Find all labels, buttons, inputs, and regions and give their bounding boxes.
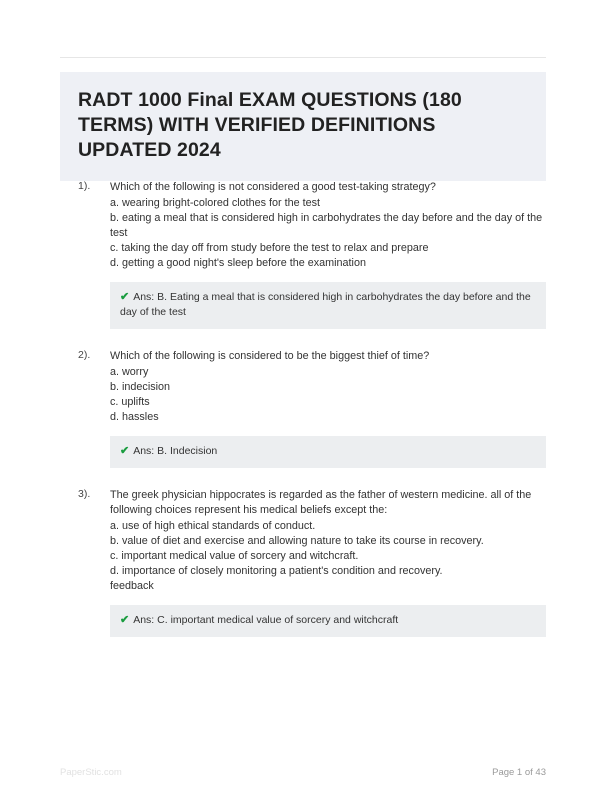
answer-choice: d. importance of closely monitoring a patient's condition and recovery.	[110, 565, 443, 577]
header-divider	[60, 57, 546, 58]
question-text: Which of the following is considered to be the biggest thief of time?	[110, 350, 430, 362]
answer-text: Ans: C. important medical value of sorcery and witchcraft	[133, 614, 399, 626]
answer-choice: b. eating a meal that is considered high in carbohydrates the day before and the day of the test	[110, 212, 543, 239]
answer-choice: d. getting a good night's sleep before the examination	[110, 257, 366, 269]
page-number: Page 1 of 43	[492, 767, 546, 778]
answer-choice: b. indecision	[110, 381, 171, 393]
answer-text: Ans: B. Indecision	[133, 445, 218, 457]
answer-band	[110, 436, 546, 468]
answer-band	[110, 605, 546, 637]
question-number: 2).	[78, 349, 91, 361]
question-number: 1).	[78, 180, 91, 192]
page-title: RADT 1000 Final EXAM QUESTIONS (180 TERMS) WITH VERIFIED DEFINITIONS UPDATED 2024	[78, 89, 462, 161]
answer-choice: a. use of high ethical standards of conduct.	[110, 520, 316, 532]
answer-choice: b. value of diet and exercise and allowing nature to take its course in recovery.	[110, 535, 484, 547]
question-item	[60, 180, 546, 329]
document-title-band	[60, 72, 546, 181]
question-body	[110, 180, 546, 329]
question-body	[110, 349, 546, 468]
check-icon: ✔	[120, 291, 130, 303]
question-text: Which of the following is not considered a good test-taking strategy?	[110, 181, 436, 193]
check-icon: ✔	[120, 614, 130, 626]
answer-choice: a. wearing bright-colored clothes for the test	[110, 197, 321, 209]
question-item	[60, 488, 546, 637]
answer-band	[110, 282, 546, 329]
check-icon: ✔	[120, 445, 130, 457]
question-body	[110, 488, 546, 637]
question-text: The greek physician hippocrates is regarded as the father of western medicine. all of the following choices represent his medical beliefs except the:	[110, 489, 532, 516]
answer-choice: a. worry	[110, 366, 149, 378]
question-item	[60, 349, 546, 468]
answer-text: Ans: B. Eating a meal that is considered high in carbohydrates the day before and the day of the test	[120, 291, 531, 318]
question-number: 3).	[78, 488, 91, 500]
questions-list	[60, 180, 546, 657]
feedback-label: feedback	[110, 580, 154, 592]
answer-choice: c. taking the day off from study before the test to relax and prepare	[110, 242, 429, 254]
answer-choice: c. important medical value of sorcery and witchcraft.	[110, 550, 359, 562]
answer-choice: d. hassles	[110, 411, 159, 423]
answer-choice: c. uplifts	[110, 396, 150, 408]
page-footer	[60, 767, 546, 778]
watermark-text: PaperStic.com	[60, 767, 122, 778]
